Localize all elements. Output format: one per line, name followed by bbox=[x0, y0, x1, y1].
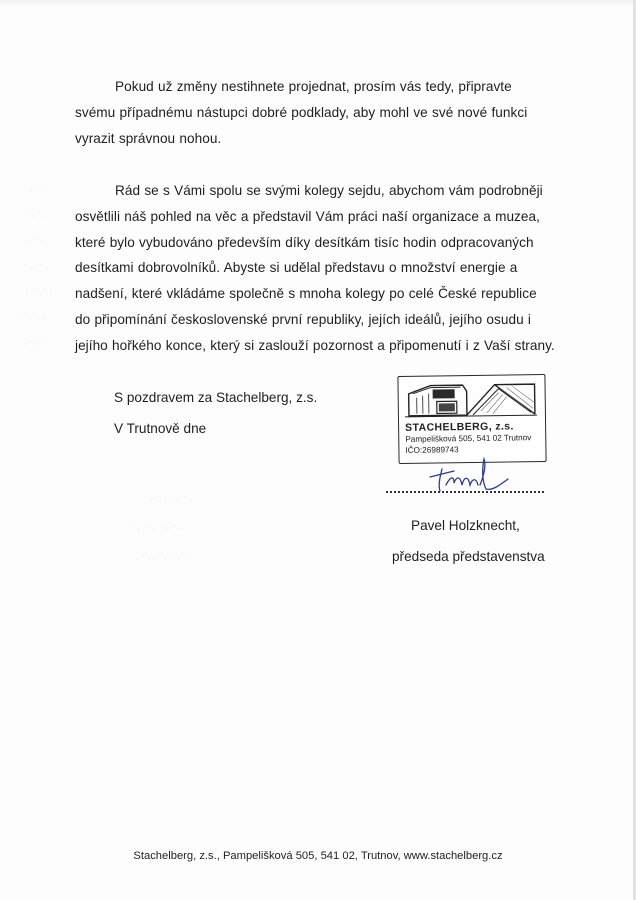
stamp-title: STACHELBERG, z.s. bbox=[405, 420, 514, 434]
signature-line bbox=[386, 491, 544, 493]
scan-noise-mark: ˙ · ˙· · bbox=[20, 315, 47, 325]
bunker-emblem-icon bbox=[402, 378, 540, 420]
scan-noise-mark: · ˙·· ˙ bbox=[24, 340, 48, 350]
letter-paragraph-1: Pokud už změny nestihnete projednat, prosím vás tedy, připravte svému případnému nástupci dobré podklady, aby mohl ve své nové funkci vyrazit správnou nohou. bbox=[75, 79, 528, 146]
scan-top-edge bbox=[0, 0, 636, 8]
scan-noise-mark: · ˙ · ˙ · ˙ · bbox=[150, 496, 193, 506]
letter-place-date: V Trutnově dne bbox=[114, 421, 207, 436]
scan-noise-mark: · ˙ · bbox=[30, 187, 46, 197]
letter-footer: Stachelberg, z.s., Pampelišková 505, 541 02, Trutnov, www.stachelberg.cz bbox=[133, 850, 503, 862]
signatory-name: Pavel Holzknecht, bbox=[411, 518, 520, 533]
scan-noise-mark: · ˙ ·˙ · bbox=[26, 289, 53, 299]
handwritten-signature bbox=[420, 455, 520, 495]
signatory-role: předseda představenstva bbox=[392, 549, 545, 564]
letter-paragraph-2: Rád se s Vámi spolu se svými kolegy sejdu, abychom vám podrobněji osvětlili náš pohled na věc a představil Vám práci naší organizace a muzea, které bylo vybudováno především díky desítkám tisíc hodin odpracovaných desítkami dobrovolníků. Abyste si udělal představu o množství energie a nadšení, které vkládáme společně s mnoha kolegy po celé České republice do připomínání československé první republiky, jejích ideálů, jejího osudu i jejího hořkého konce, který si zaslouží pozornost a připomenutí i z Vaší strany. bbox=[75, 183, 555, 353]
organisation-stamp bbox=[397, 374, 546, 464]
stamp-address: Pampelišková 505, 541 02 Trutnov bbox=[405, 433, 532, 444]
scan-noise-mark: ˙ · ˙ · bbox=[24, 212, 48, 222]
scan-noise-mark: ˙ · ˙ ·· ˙ · ˙ · bbox=[130, 525, 183, 535]
stamp-ico: IČO:26989743 bbox=[405, 445, 459, 455]
scan-noise-mark: ˙ ·· ˙ · bbox=[22, 264, 49, 274]
letter-closing: S pozdravem za Stachelberg, z.s. bbox=[114, 390, 318, 405]
scan-noise-mark: · ˙ · ·˙ · ˙ · ˙ bbox=[135, 555, 188, 565]
scan-noise-mark: · ˙ · bbox=[28, 238, 44, 248]
